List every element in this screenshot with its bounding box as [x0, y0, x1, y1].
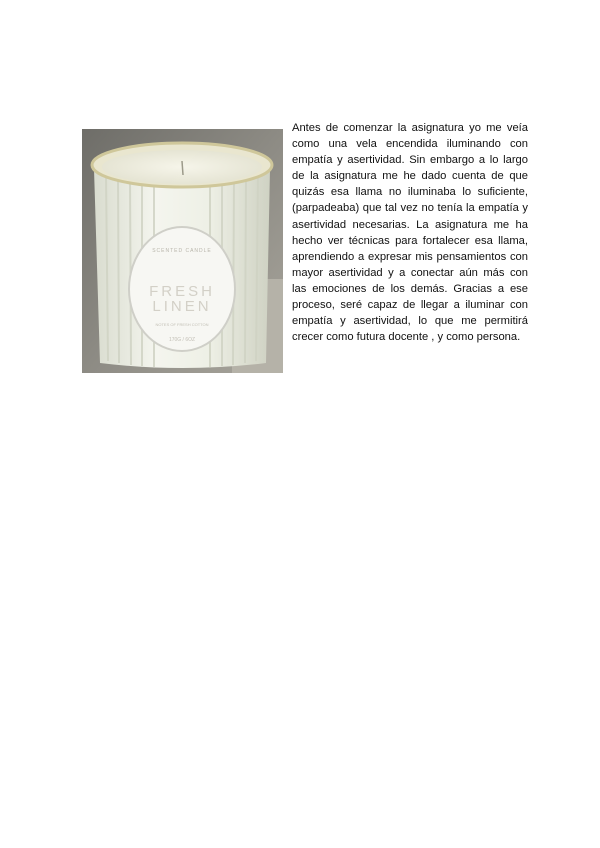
- label-weight-text: 170G / 6OZ: [168, 337, 196, 343]
- candle-photo: [82, 129, 283, 373]
- label-brand-text: SCENTED CANDLE: [152, 248, 212, 254]
- label-fresh-text: FRESH: [149, 283, 215, 300]
- reflection-paragraph: Antes de comenzar la asignatura yo me veía como una vela encendida iluminando con empatía y asertividad. Sin embargo a lo largo de la asignatura me he dado cuenta de que quizás esa llama no iluminaba lo suficiente, (parpadeaba) que tal vez no tenía la empatía y asertividad necesarias. La asignatura me ha hecho ver técnicas para fortalecer esa llama, aprendiendo a expresar mis pensamientos con mayor asertividad y a conectar aún más con las emociones de los demás. Gracias a ese proceso, seré capaz de llegar a iluminar con empatía y asertividad, lo que me permitirá crecer como futura docente , y como persona.: [292, 122, 528, 344]
- label-linen-text: LINEN: [152, 298, 212, 315]
- label-notes-text: NOTES OF FRESH COTTON: [155, 322, 209, 327]
